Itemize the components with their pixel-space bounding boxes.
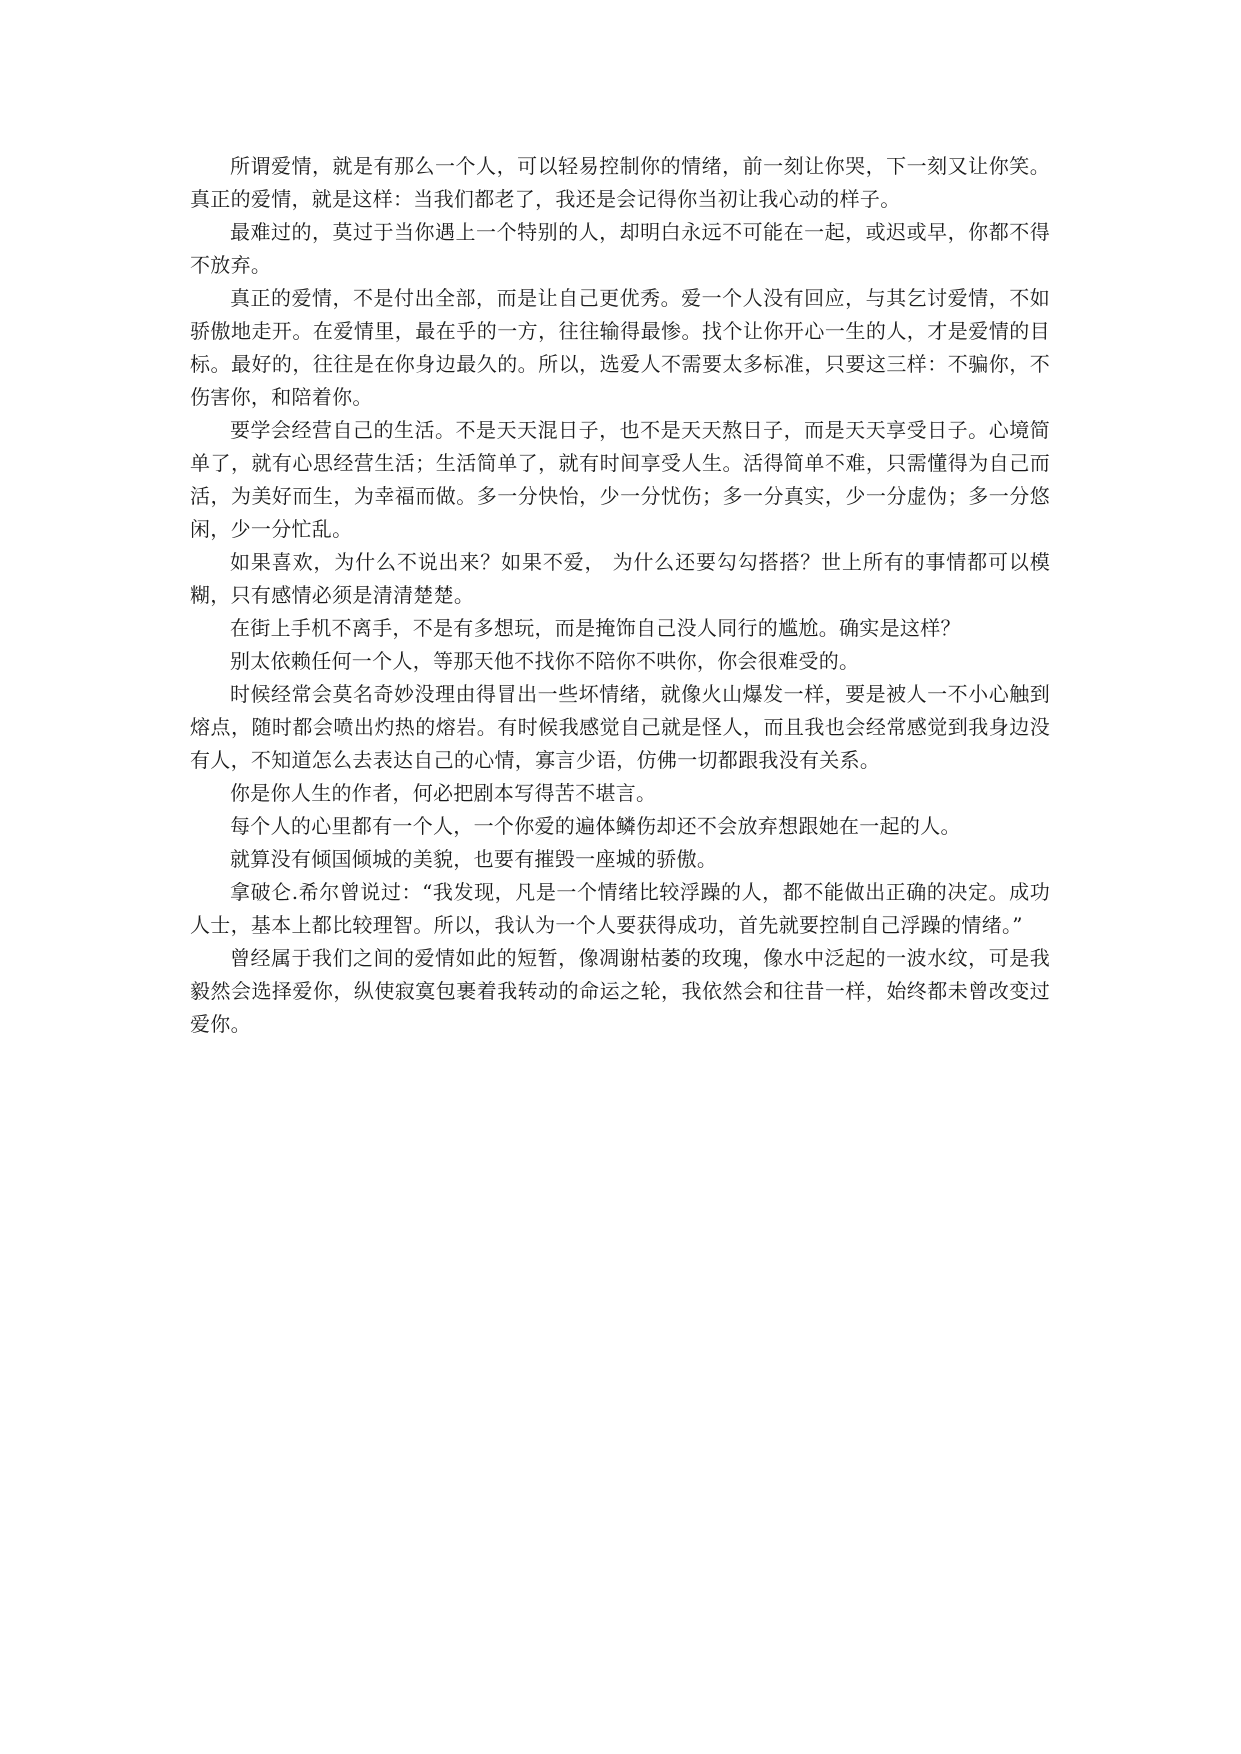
document-body <box>190 150 1050 1041</box>
paragraph-4: 要学会经营自己的生活。不是天天混日子，也不是天天熬日子，而是天天享受日子。心境简单了，就有心思经营生活；生活简单了，就有时间享受人生。活得简单不难，只需懂得为自己而活，为美好而生，为幸福而做。多一分快怡，少一分忧伤；多一分真实，少一分虚伪；多一分悠闲，少一分忙乱。 <box>190 418 1050 541</box>
paragraph-7: 别太依赖任何一个人，等那天他不找你不陪你不哄你，你会很难受的。 <box>230 649 860 673</box>
paragraph-13: 曾经属于我们之间的爱情如此的短暂，像凋谢枯萎的玫瑰，像水中泛起的一波水纹，可是我毅然会选择爱你，纵使寂寞包裹着我转动的命运之轮，我依然会和往昔一样，始终都未曾改变过爱你。 <box>190 946 1050 1036</box>
paragraph-10: 每个人的心里都有一个人，一个你爱的遍体鳞伤却还不会放弃想跟她在一起的人。 <box>230 814 961 838</box>
paragraph-11: 就算没有倾国倾城的美貌，也要有摧毁一座城的骄傲。 <box>230 847 718 871</box>
paragraph-5: 如果喜欢，为什么不说出来？如果不爱， 为什么还要勾勾搭搭？世上所有的事情都可以模糊，只有感情必须是清清楚楚。 <box>190 550 1050 607</box>
paragraph-9: 你是你人生的作者，何必把剧本写得苦不堪言。 <box>230 781 657 805</box>
paragraph-2: 最难过的，莫过于当你遇上一个特别的人，却明白永远不可能在一起，或迟或早，你都不得不放弃。 <box>190 220 1050 277</box>
paragraph-8: 时候经常会莫名奇妙没理由得冒出一些坏情绪，就像火山爆发一样，要是被人一不小心触到熔点，随时都会喷出灼热的熔岩。有时候我感觉自己就是怪人，而且我也会经常感觉到我身边没有人，不知道怎么去表达自己的心情，寡言少语，仿佛一切都跟我没有关系。 <box>190 682 1050 772</box>
paragraph-12: 拿破仑.希尔曾说过：“我发现，凡是一个情绪比较浮躁的人，都不能做出正确的决定。成功人士，基本上都比较理智。所以，我认为一个人要获得成功，首先就要控制自己浮躁的情绪。” <box>190 880 1050 937</box>
paragraph-3: 真正的爱情，不是付出全部，而是让自己更优秀。爱一个人没有回应，与其乞讨爱情，不如骄傲地走开。在爱情里，最在乎的一方，往往输得最惨。找个让你开心一生的人，才是爱情的目标。最好的，往往是在你身边最久的。所以，选爱人不需要太多标准，只要这三样：不骗你，不伤害你，和陪着你。 <box>190 286 1050 409</box>
paragraph-1: 所谓爱情，就是有那么一个人，可以轻易控制你的情绪，前一刻让你哭，下一刻又让你笑。真正的爱情，就是这样：当我们都老了，我还是会记得你当初让我心动的样子。 <box>190 154 1050 211</box>
paragraph-6: 在街上手机不离手，不是有多想玩，而是掩饰自己没人同行的尴尬。确实是这样？ <box>230 616 961 640</box>
